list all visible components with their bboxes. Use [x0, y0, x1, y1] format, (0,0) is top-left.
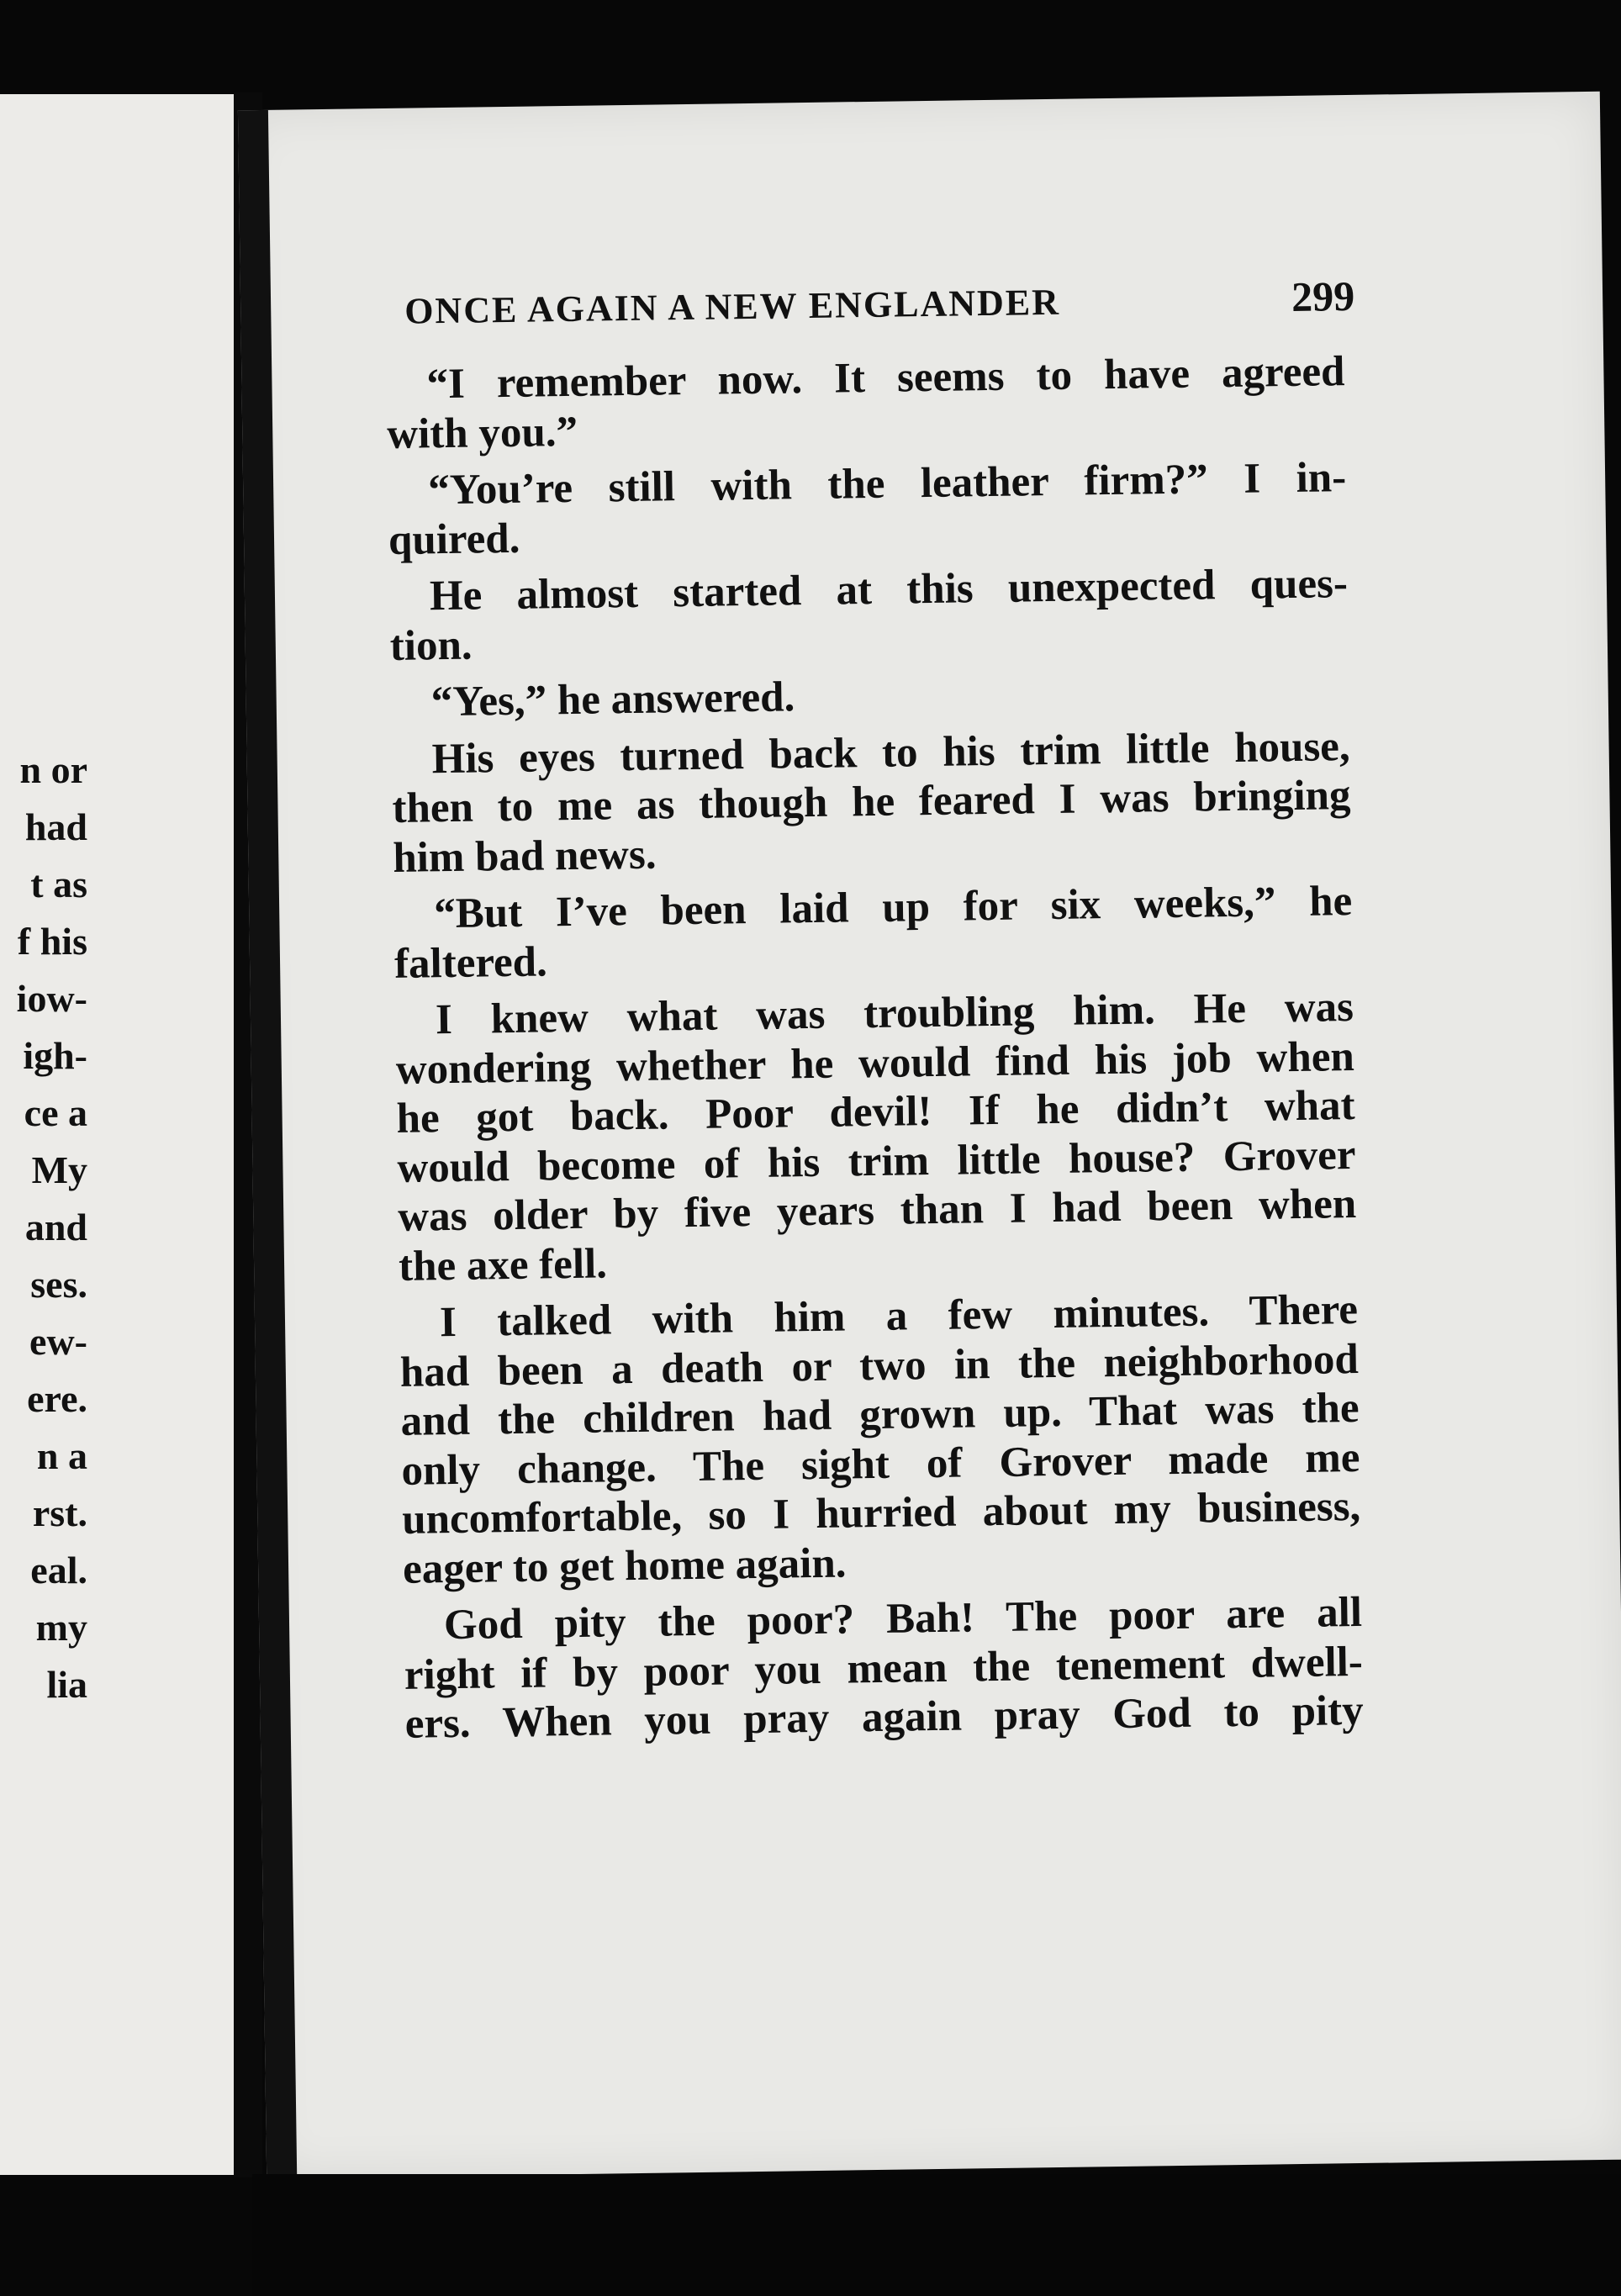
left-facing-page: [0, 94, 237, 2175]
text-line: His eyes turned back to his trim little house,: [431, 722, 1350, 783]
right-page: [238, 92, 1621, 2178]
page-header: [404, 272, 1355, 334]
text-line: He almost started at this unexpected ques-: [429, 560, 1349, 620]
left-fragment: and: [24, 1206, 87, 1248]
text-line: was older by five years than I had been when: [397, 1180, 1357, 1241]
text-line: had been a death or two in the neighborhood: [399, 1335, 1360, 1396]
left-fragment: igh-: [23, 1034, 87, 1077]
text-line: and the children had grown up. That was the: [400, 1384, 1360, 1445]
text-line: uncomfortable, so I hurried about my business,: [401, 1482, 1361, 1544]
left-fragment: rst.: [32, 1491, 87, 1534]
text-line: ers. When you pray again pray God to pity: [404, 1686, 1365, 1748]
text-line: quired.: [388, 515, 520, 564]
left-fragment: t as: [30, 863, 87, 905]
left-fragment: My: [31, 1148, 87, 1191]
left-fragment: ce a: [24, 1091, 87, 1134]
text-line: he got back. Poor devil! If he didn’t what: [396, 1081, 1355, 1143]
text-line: eager to get home again.: [402, 1539, 847, 1593]
text-line: then to me as though he feared I was bringing: [392, 772, 1351, 832]
text-line: God pity the poor? Bah! The poor are all: [443, 1588, 1363, 1649]
left-fragment: iow-: [16, 977, 87, 1020]
left-fragment: eal.: [30, 1549, 87, 1591]
running-head: ONCE AGAIN A NEW ENGLANDER: [404, 281, 1061, 332]
text-line: faltered.: [393, 937, 548, 988]
text-line: him bad news.: [392, 831, 657, 882]
text-line: I talked with him a few minutes. There: [439, 1285, 1359, 1347]
text-line: wondering whether he would find his job when: [395, 1032, 1355, 1094]
text-line: with you.”: [386, 408, 578, 458]
body-text: [386, 347, 1364, 1749]
text-line: only change. The sight of Grover made me: [401, 1433, 1360, 1495]
text-line: “But I’ve been laid up for six weeks,” he: [433, 878, 1353, 938]
left-fragment: my: [35, 1606, 87, 1649]
left-fragment: n a: [36, 1434, 87, 1477]
left-fragment: had: [24, 805, 87, 848]
left-fragment: lia: [46, 1663, 87, 1706]
text-line: tion.: [389, 621, 473, 670]
text-line: would become of his trim little house? Grover: [397, 1131, 1356, 1192]
page-number: 299: [1291, 272, 1355, 320]
left-fragment: n or: [19, 748, 87, 791]
left-fragment: ere.: [27, 1377, 87, 1420]
left-fragment: ew-: [29, 1320, 87, 1363]
left-fragment: f his: [17, 920, 87, 963]
text-line: “Yes,” he answered.: [430, 673, 795, 726]
left-page-text-fragments: [17, 742, 87, 1713]
text-line: right if by poor you mean the tenement dwell-: [404, 1638, 1364, 1699]
text-line: “You’re still with the leather firm?” I in-: [427, 454, 1347, 515]
scanner-bed-edge: [252, 2174, 1621, 2296]
text-line: I knew what was troubling him. He was: [435, 984, 1354, 1044]
text-line: the axe fell.: [398, 1239, 608, 1291]
left-fragment: ses.: [30, 1263, 87, 1306]
text-line: “I remember now. It seems to have agreed: [426, 348, 1345, 409]
